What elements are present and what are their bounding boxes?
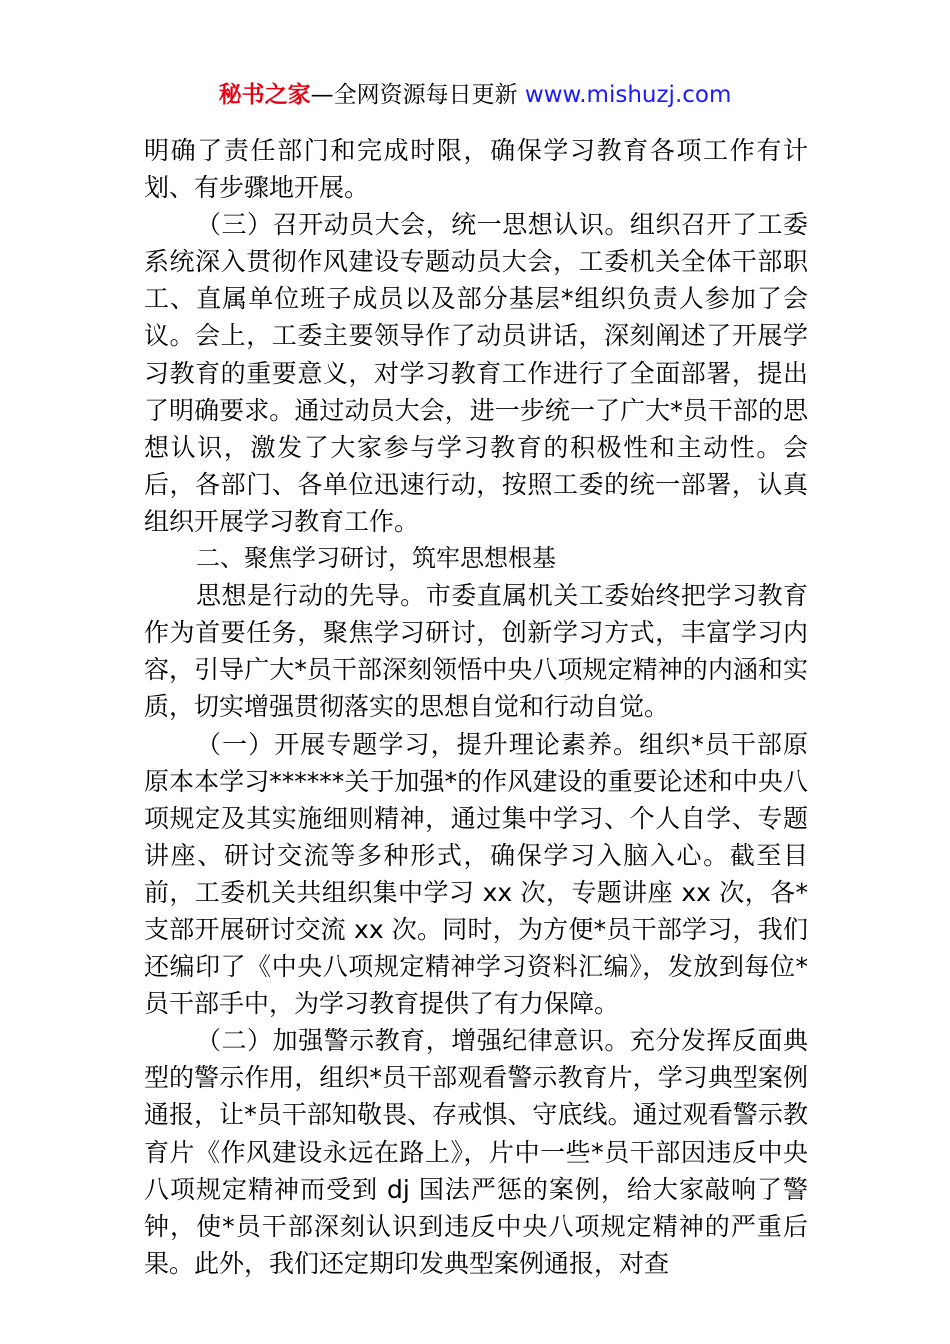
paragraph: （一）开展专题学习，提升理论素养。组织*员干部原原本本学习******关于加强*的作风建设的重要论述和中央八项规定及其实施细则精神，通过集中学习、个人自学、专题讲座、研讨交流等多种形式，确保学习入脑入心。截至目前，工委机关共组织集中学习 xx 次，专题讲座 xx 次，各*支部开展研讨交流 xx 次。同时，为方便*员干部学习，我们还编印了《中央八项规定精神学习资料汇编》，发放到每位*员干部手中，为学习教育提供了有力保障。 — [144, 729, 809, 1019]
section-heading: 二、聚焦学习研讨，筑牢思想根基 — [196, 544, 556, 573]
site-url-link[interactable]: www.mishuzj.com — [524, 82, 732, 108]
paragraph: 明确了责任部门和完成时限，确保学习教育各项工作有计划、有步骤地开展。 — [144, 136, 808, 203]
paragraph: 思想是行动的先导。市委直属机关工委始终把学习教育作为首要任务，聚焦学习研讨，创新学习方式，丰富学习内容，引导广大*员干部深刻领悟中央八项规定精神的内涵和实质，切实增强贯彻落实的思想自觉和行动自觉。 — [144, 581, 808, 722]
header-tagline: —全网资源每日更新 — [310, 82, 525, 108]
paragraph: （二）加强警示教育，增强纪律意识。充分发挥反面典型的警示作用，组织*员干部观看警示教育片，学习典型案例通报，让*员干部知敬畏、存戒惧、守底线。通过观看警示教育片《作风建设永远在路上》，片中一些*员干部因违反中央八项规定精神而受到 dj 国法严惩的案例，给大家敲响了警钟，使*员干部深刻认识到违反中央八项规定精神的严重后果。此外，我们还定期印发典型案例通报，对查 — [144, 1026, 808, 1278]
document-body — [144, 132, 808, 1282]
paragraph: （三）召开动员大会，统一思想认识。组织召开了工委系统深入贯彻作风建设专题动员大会，工委机关全体干部职工、直属单位班子成员以及部分基层*组织负责人参加了会议。会上，工委主要领导作了动员讲话，深刻阐述了开展学习教育的重要意义，对学习教育工作进行了全面部署，提出了明确要求。通过动员大会，进一步统一了广大*员干部的思想认识，激发了大家参与学习教育的积极性和主动性。会后，各部门、各单位迅速行动，按照工委的统一部署，认真组织开展学习教育工作。 — [144, 210, 808, 536]
brand-name: 秘书之家 — [218, 82, 311, 108]
site-header — [0, 80, 950, 110]
